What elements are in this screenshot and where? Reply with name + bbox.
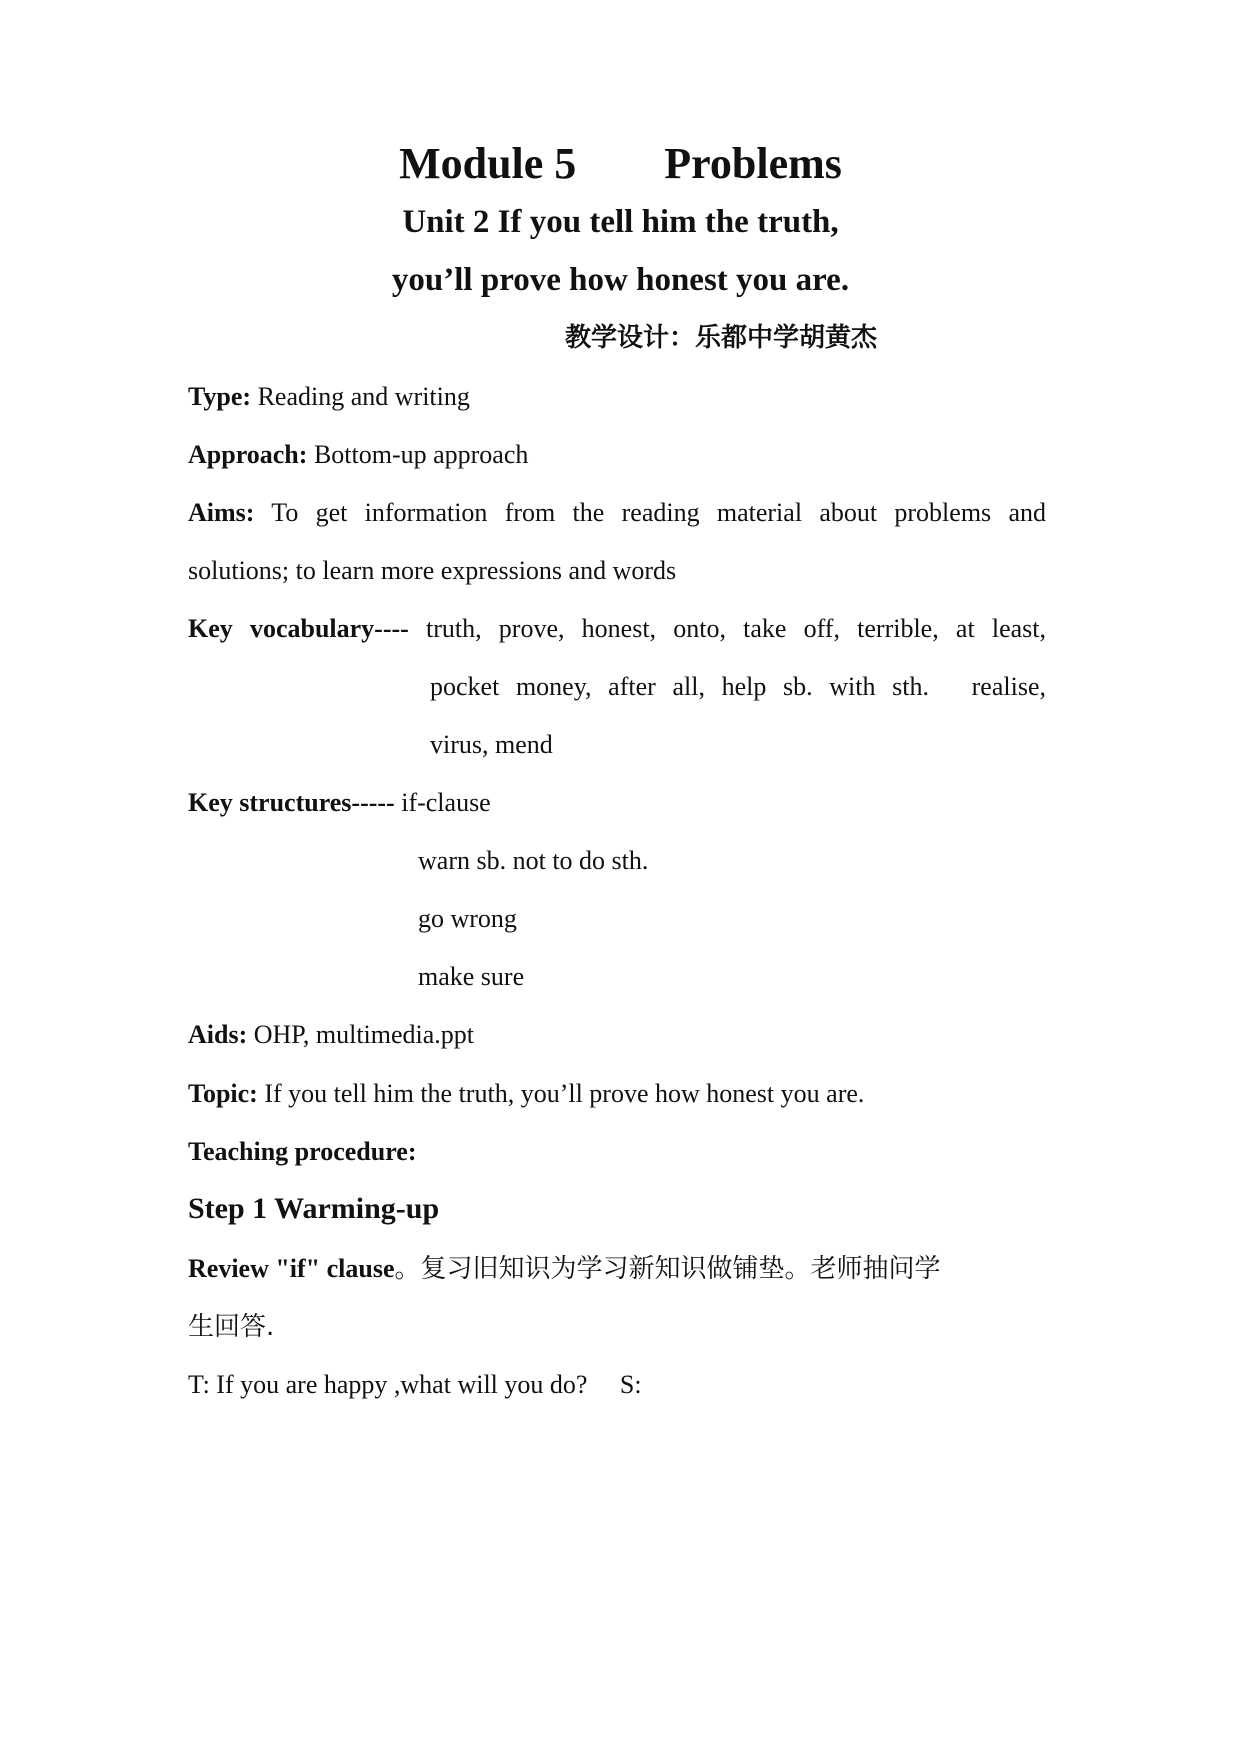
vocab-line-2: pocket money, after all, help sb. with sth. realise, — [430, 672, 1046, 701]
structures-label: Key structures----- — [188, 788, 395, 817]
structure-item: go wrong — [418, 904, 517, 933]
type-value: Reading and writing — [251, 382, 470, 411]
type-row — [188, 380, 470, 414]
dialogue-line: T: If you are happy ,what will you do? S: — [188, 1370, 642, 1399]
module-title: Module 5 Problems — [399, 139, 842, 188]
review-text-line-2: 生回答. — [188, 1312, 275, 1342]
teaching-procedure-label: Teaching procedure: — [188, 1137, 417, 1166]
step-1-heading: Step 1 Warming-up — [188, 1192, 440, 1225]
aids-label: Aids: — [188, 1020, 248, 1049]
structure-item: if-clause — [394, 788, 491, 817]
vocab-row — [188, 612, 1046, 646]
aims-value-line-2: solutions; to learn more expressions and words — [188, 556, 677, 585]
aids-value: OHP, multimedia.ppt — [247, 1020, 475, 1049]
topic-label: Topic: — [188, 1079, 258, 1108]
structure-item: warn sb. not to do sth. — [418, 846, 649, 875]
structures-row — [188, 786, 491, 820]
review-label: Review "if" clause — [188, 1254, 395, 1283]
author-credit: 教学设计：乐都中学胡黄杰 — [565, 323, 878, 353]
vocab-line-3: virus, mend — [430, 730, 553, 759]
review-row — [188, 1252, 941, 1286]
type-label: Type: — [188, 382, 252, 411]
review-text-line-1: 。复习旧知识为学习新知识做铺垫。老师抽问学 — [394, 1254, 941, 1284]
topic-value: If you tell him the truth, you’ll prove how honest you are. — [257, 1079, 865, 1108]
aims-row — [188, 496, 1046, 530]
approach-row — [188, 438, 528, 472]
aids-row — [188, 1018, 474, 1052]
approach-value: Bottom-up approach — [307, 440, 529, 469]
vocab-line-1: truth, prove, honest, onto, take off, terrible, at least, — [408, 614, 1046, 643]
vocab-label: Key vocabulary---- — [188, 614, 409, 643]
unit-title-line-2: you’ll prove how honest you are. — [391, 262, 850, 298]
structure-item: make sure — [418, 962, 525, 991]
topic-row — [188, 1077, 864, 1111]
aims-label: Aims: — [188, 498, 255, 527]
unit-title-line-1: Unit 2 If you tell him the truth, — [402, 204, 839, 240]
approach-label: Approach: — [188, 440, 308, 469]
aims-value-line-1: To get information from the reading material about problems and — [254, 498, 1046, 527]
